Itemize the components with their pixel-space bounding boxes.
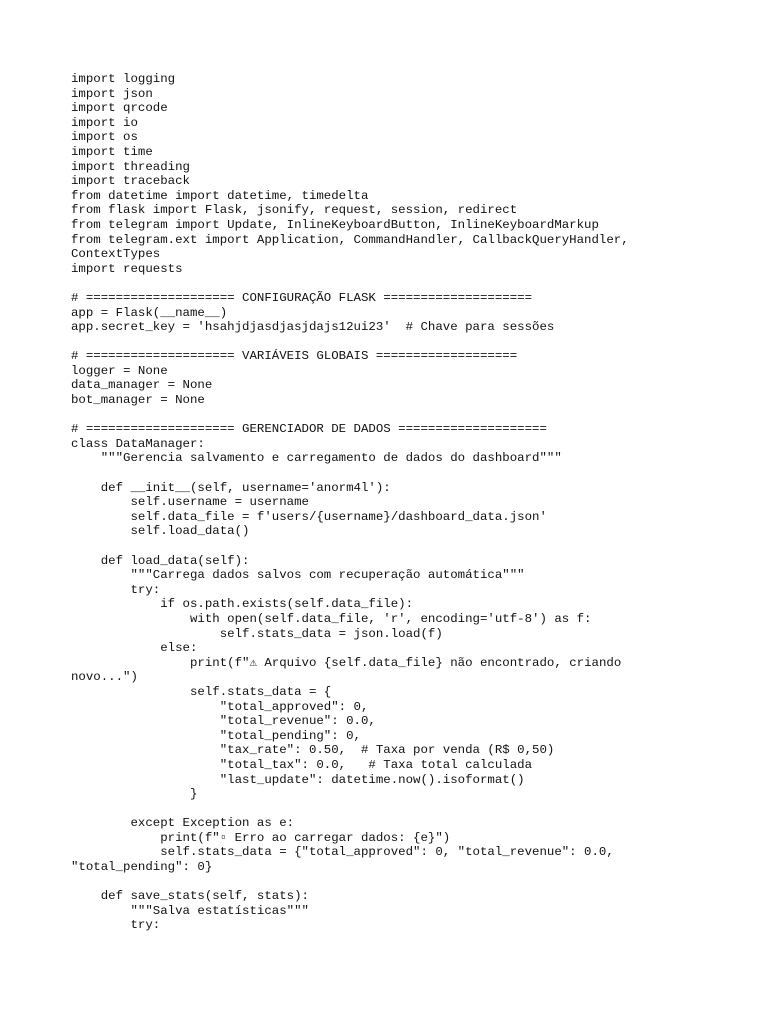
code-line: import threading (71, 159, 190, 174)
code-line: "tax_rate": 0.50, # Taxa por venda (R$ 0,50) (71, 743, 555, 758)
code-line (71, 875, 751, 890)
code-line: } (71, 787, 198, 802)
code-line: print(f"⚠ Arquivo {self.data_file} não encontrado, criando (71, 655, 622, 670)
code-line: data_manager = None (71, 378, 213, 393)
code-line: novo...") (71, 670, 138, 685)
code-line: import json (71, 86, 153, 101)
code-line: else: (71, 641, 198, 656)
code-line: bot_manager = None (71, 393, 205, 408)
code-line: try: (71, 582, 161, 597)
code-line: app = Flask(__name__) (71, 305, 228, 320)
code-line: import time (71, 144, 153, 159)
code-line: if os.path.exists(self.data_file): (71, 597, 414, 612)
code-line: from flask import Flask, jsonify, request, session, redirect (71, 203, 518, 218)
code-line: "total_tax": 0.0, # Taxa total calculada (71, 757, 533, 772)
code-line (71, 335, 751, 350)
code-line: import os (71, 130, 138, 145)
code-line: try: (71, 918, 161, 933)
code-line: def load_data(self): (71, 553, 250, 568)
code-line: ContextTypes (71, 247, 161, 262)
code-line (71, 408, 751, 423)
code-line: # ==================== CONFIGURAÇÃO FLASK ==================== (71, 290, 533, 305)
code-line (71, 276, 751, 291)
code-line: self.stats_data = {"total_approved": 0, "total_revenue": 0.0, (71, 845, 614, 860)
code-line: import traceback (71, 174, 190, 189)
code-line: with open(self.data_file, 'r', encoding='utf-8') as f: (71, 611, 592, 626)
code-line: import qrcode (71, 101, 168, 116)
code-line: self.username = username (71, 495, 309, 510)
code-line (71, 802, 751, 817)
code-line: import logging (71, 72, 176, 86)
code-line: # ==================== VARIÁVEIS GLOBAIS =================== (71, 349, 518, 364)
code-line: class DataManager: (71, 436, 205, 451)
code-line: from telegram.ext import Application, CommandHandler, CallbackQueryHandler, (71, 232, 629, 247)
code-line (71, 539, 751, 554)
code-line: "total_pending": 0} (71, 860, 213, 875)
code-line: app.secret_key = 'hsahjdjasdjasjdajs12ui23' # Chave para sessões (71, 320, 555, 335)
code-line: """Salva estatísticas""" (71, 903, 309, 918)
code-line: import io (71, 115, 138, 130)
code-line: self.data_file = f'users/{username}/dashboard_data.json' (71, 509, 547, 524)
code-line: "total_approved": 0, (71, 699, 369, 714)
code-line: self.load_data() (71, 524, 250, 539)
code-line: except Exception as e: (71, 816, 295, 831)
code-line: # ==================== GERENCIADOR DE DADOS ==================== (71, 422, 547, 437)
code-line: self.stats_data = json.load(f) (71, 626, 443, 641)
code-line: self.stats_data = { (71, 684, 332, 699)
code-line: import requests (71, 261, 183, 276)
code-block (71, 72, 751, 933)
code-line: from telegram import Update, InlineKeyboardButton, InlineKeyboardMarkup (71, 217, 599, 232)
code-line: logger = None (71, 363, 168, 378)
code-line: print(f"▫ Erro ao carregar dados: {e}") (71, 830, 451, 845)
code-line: def __init__(self, username='anorm4l'): (71, 480, 391, 495)
code-line: "total_revenue": 0.0, (71, 714, 376, 729)
code-line: "last_update": datetime.now().isoformat() (71, 772, 525, 787)
code-line: """Gerencia salvamento e carregamento de dados do dashboard""" (71, 451, 562, 466)
code-line: from datetime import datetime, timedelta (71, 188, 369, 203)
code-line (71, 466, 751, 481)
code-line: def save_stats(self, stats): (71, 889, 309, 904)
code-line: """Carrega dados salvos com recuperação automática""" (71, 568, 525, 583)
code-line: "total_pending": 0, (71, 728, 361, 743)
